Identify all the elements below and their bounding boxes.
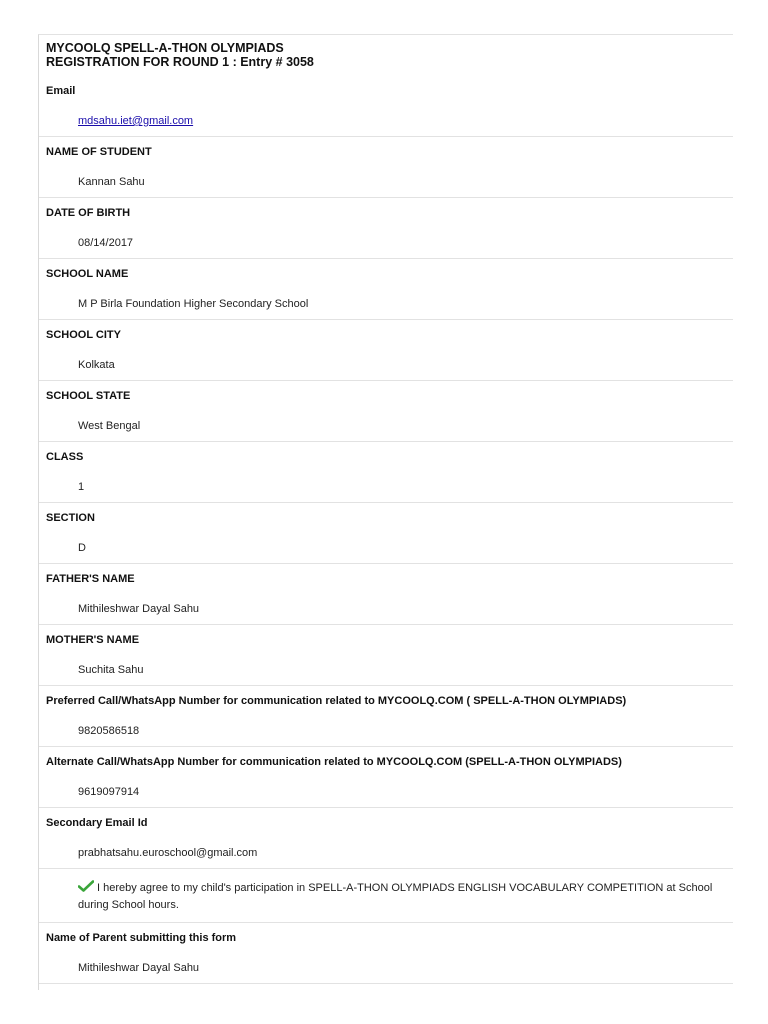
field-value: Suchita Sahu	[78, 664, 144, 676]
field-value: 9619097914	[78, 786, 140, 798]
field-label: SCHOOL CITY	[46, 329, 121, 341]
field-label: Alternate Call/WhatsApp Number for communication related to MYCOOLQ.COM (SPELL-A-THON OLYMPIADS)	[46, 756, 622, 768]
consent-statement	[39, 869, 733, 923]
field-label: SECTION	[46, 512, 95, 524]
title-line-2: REGISTRATION FOR ROUND 1 : Entry # 3058	[46, 55, 314, 69]
email-link[interactable]: mdsahu.iet@gmail.com	[78, 115, 194, 127]
field-value: Kolkata	[78, 359, 115, 371]
field-value: D	[78, 542, 86, 554]
field-date-of-birth	[39, 198, 733, 259]
field-label: Preferred Call/WhatsApp Number for communication related to MYCOOLQ.COM ( SPELL-A-THON OLYMPIADS)	[46, 695, 627, 707]
field-label: FATHER'S NAME	[46, 573, 135, 585]
field-value: Mithileshwar Dayal Sahu	[78, 962, 200, 974]
field-value: 08/14/2017	[78, 237, 134, 249]
entry-title	[39, 35, 733, 76]
field-label: Secondary Email Id	[46, 817, 148, 829]
field-alternate-number	[39, 747, 733, 808]
field-email	[39, 76, 733, 137]
field-label: SCHOOL NAME	[46, 268, 129, 280]
sheet-bottom-edge	[39, 984, 733, 990]
registration-entry-sheet	[38, 34, 733, 990]
field-value: 1	[78, 481, 85, 493]
field-label: Name of Parent submitting this form	[46, 932, 237, 944]
field-class	[39, 442, 733, 503]
field-value: West Bengal	[78, 420, 141, 432]
field-label: SCHOOL STATE	[46, 390, 131, 402]
field-label: MOTHER'S NAME	[46, 634, 140, 646]
field-parent-name	[39, 923, 733, 984]
consent-text: I hereby agree to my child's participation in SPELL-A-THON OLYMPIADS ENGLISH VOCABULARY COMPETITION at School during School hours.	[78, 882, 713, 911]
field-preferred-number	[39, 686, 733, 747]
field-value-email	[39, 106, 733, 136]
field-section	[39, 503, 733, 564]
field-school-name	[39, 259, 733, 320]
field-label: CLASS	[46, 451, 84, 463]
field-school-state	[39, 381, 733, 442]
checkmark-icon	[78, 880, 94, 892]
field-label: NAME OF STUDENT	[46, 146, 152, 158]
field-value: Mithileshwar Dayal Sahu	[78, 603, 200, 615]
field-value: Kannan Sahu	[78, 176, 145, 188]
field-school-city	[39, 320, 733, 381]
field-student-name	[39, 137, 733, 198]
title-line-1: MYCOOLQ SPELL-A-THON OLYMPIADS	[46, 41, 284, 55]
field-label-email: Email	[46, 85, 76, 97]
field-value: prabhatsahu.euroschool@gmail.com	[78, 847, 258, 859]
field-mothers-name	[39, 625, 733, 686]
field-fathers-name	[39, 564, 733, 625]
field-value: 9820586518	[78, 725, 140, 737]
field-value: M P Birla Foundation Higher Secondary School	[78, 298, 309, 310]
field-label: DATE OF BIRTH	[46, 207, 131, 219]
field-secondary-email	[39, 808, 733, 869]
